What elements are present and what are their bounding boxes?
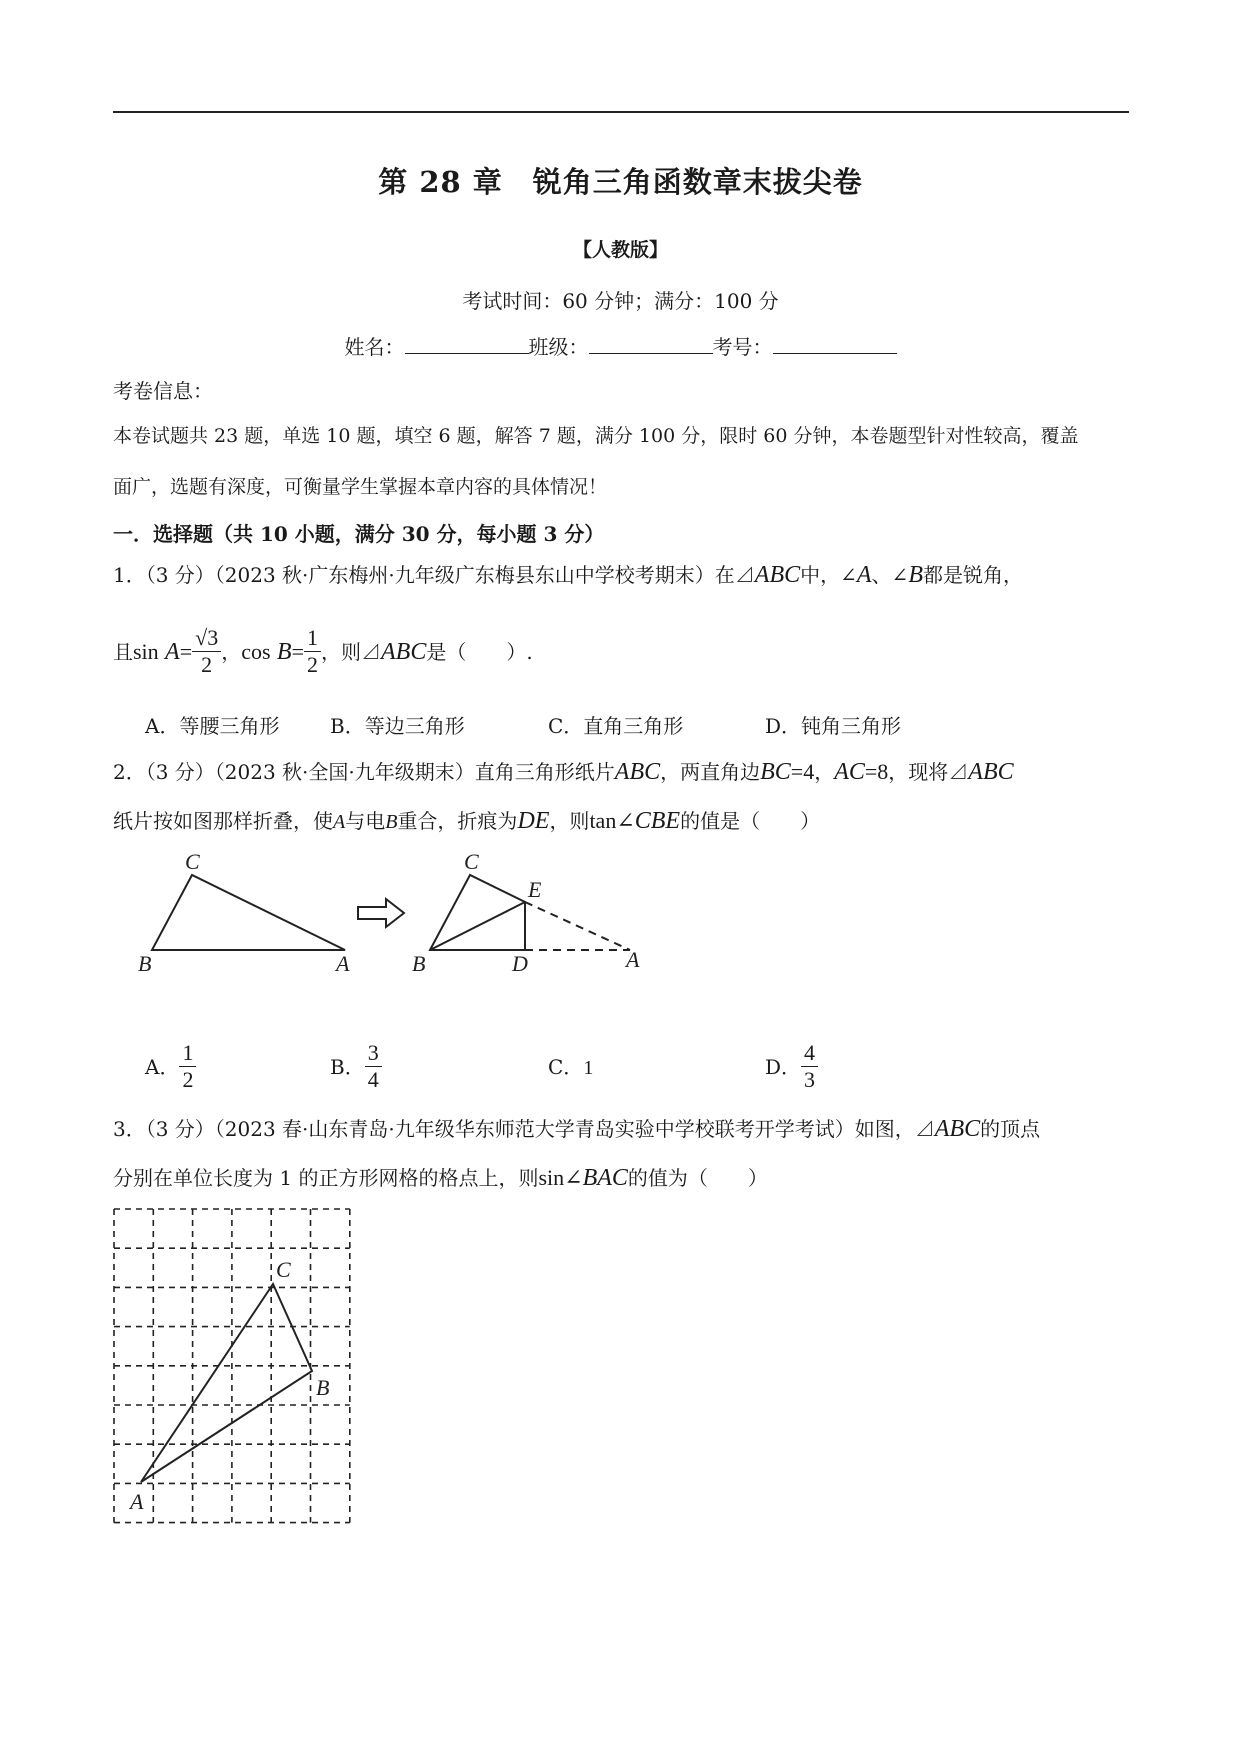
q1-option-b[interactable]: B．等边三角形 <box>330 714 465 738</box>
q2-label-d: D <box>512 951 528 976</box>
q3-label-a: A <box>130 1489 144 1514</box>
info-label: 考卷信息： <box>113 379 213 403</box>
q1-angle-a: A <box>856 562 872 588</box>
class-blank[interactable] <box>589 335 713 354</box>
q3-triangle <box>141 1284 312 1482</box>
q3-label-b: B <box>316 1375 330 1400</box>
name-blank[interactable] <box>405 335 529 354</box>
q2-label-c: C <box>185 849 200 874</box>
q1-option-d[interactable]: D．钝角三角形 <box>765 714 902 738</box>
q2-original-triangle <box>152 875 345 950</box>
q1-end: 是（ ）. <box>426 639 533 664</box>
q2-option-b[interactable]: B． $\frac{3}{4}$ <box>330 1040 382 1093</box>
edition-label: 【人教版】 <box>572 239 668 261</box>
q3-line-1: 3．（3 分）（2023 春·山东青岛·九年级华东师范大学青岛实验中学校联考开学考试）如图，⊿ABC的顶点 <box>113 1116 1041 1142</box>
info-line-2: 面广，选题有深度，可衡量学生掌握本章内容的具体情况！ <box>113 476 608 498</box>
q1-then: ，则⊿ <box>321 639 381 664</box>
q2-line-be <box>430 902 525 950</box>
q3-grid-figure <box>110 1205 360 1535</box>
q1-sep: 、∠ <box>871 563 909 587</box>
q1-mid: 中，∠ <box>800 563 857 587</box>
q2-label-b: B <box>138 951 152 976</box>
q1-eq2: = <box>291 638 304 664</box>
q2-label-a2: A <box>626 947 640 972</box>
q1-eq1: = <box>179 638 193 664</box>
class-label: 班级： <box>528 335 589 359</box>
q1-angle-b: B <box>908 562 923 588</box>
q1-abc: ABC <box>754 562 801 588</box>
q2-option-a[interactable]: A． $\frac{1}{2}$ <box>145 1040 196 1093</box>
student-info-line <box>0 331 1241 360</box>
q1-line2-start: 且 <box>113 639 133 664</box>
q1-suffix: 都是锐角， <box>922 563 1023 587</box>
q2-figure <box>130 845 670 985</box>
q2-folded-triangle <box>430 875 525 950</box>
page-title: 第 28 章 锐角三角函数章末拔尖卷 <box>378 165 863 199</box>
q1-abc2: ABC <box>381 638 427 665</box>
q2-label-c2: C <box>464 849 479 874</box>
info-line-1: 本卷试题共 23 题，单选 10 题，填空 6 题，解答 7 题，满分 100 分，限时 60 分钟，本卷题型针对性较高，覆盖 <box>113 425 1079 447</box>
q1-prefix: 1．（3 分）（2023 秋·广东梅州·九年级广东梅县东山中学校考期末）在⊿ <box>113 563 755 587</box>
exam-info: 考试时间：60 分钟；满分：100 分 <box>462 289 779 313</box>
q1-comma: ， <box>221 639 242 664</box>
section-heading: 一．选择题（共 10 小题，满分 30 分，每小题 3 分） <box>113 522 605 546</box>
q1-line-1 <box>113 561 1023 589</box>
q1-option-a[interactable]: A．等腰三角形 <box>145 714 280 738</box>
q1-line-2 <box>113 625 533 678</box>
number-blank[interactable] <box>773 335 897 354</box>
q3-label-c: C <box>276 1257 291 1282</box>
q2-arrow-icon <box>358 899 404 927</box>
q2-line-2: 纸片按如图那样折叠，使A与电B重合，折痕为DE，则tan∠CBE的值是（ ） <box>113 808 821 834</box>
q1-sin: sin <box>133 638 159 664</box>
q1-cos: cos <box>241 638 271 664</box>
q1-sin-a: A <box>165 638 180 665</box>
q2-dashed-ea <box>525 902 630 950</box>
q1-option-c[interactable]: C．直角三角形 <box>548 714 684 738</box>
q2-option-d[interactable]: D． $\frac{4}{3}$ <box>765 1040 818 1093</box>
q2-label-e: E <box>528 877 542 902</box>
name-label: 姓名： <box>344 335 405 359</box>
q1-frac-1-2: $\frac{1}{2}$ <box>304 625 321 678</box>
q2-line-1: 2．（3 分）（2023 秋·全国·九年级期末）直角三角形纸片ABC，两直角边BC=4，AC=8，现将⊿ABC <box>113 759 1014 785</box>
q2-option-c[interactable]: C．1 <box>548 1055 594 1079</box>
q2-label-a: A <box>336 951 350 976</box>
q3-line-2: 分别在单位长度为 1 的正方形网格的格点上，则sin∠BAC的值为（ ） <box>113 1165 768 1191</box>
q2-label-b2: B <box>412 951 426 976</box>
number-label: 考号： <box>712 335 773 359</box>
q1-frac-sqrt3-2: $\frac{√3}{2}$ <box>192 625 221 678</box>
q1-cos-b: B <box>276 638 292 665</box>
header-rule <box>113 111 1129 113</box>
